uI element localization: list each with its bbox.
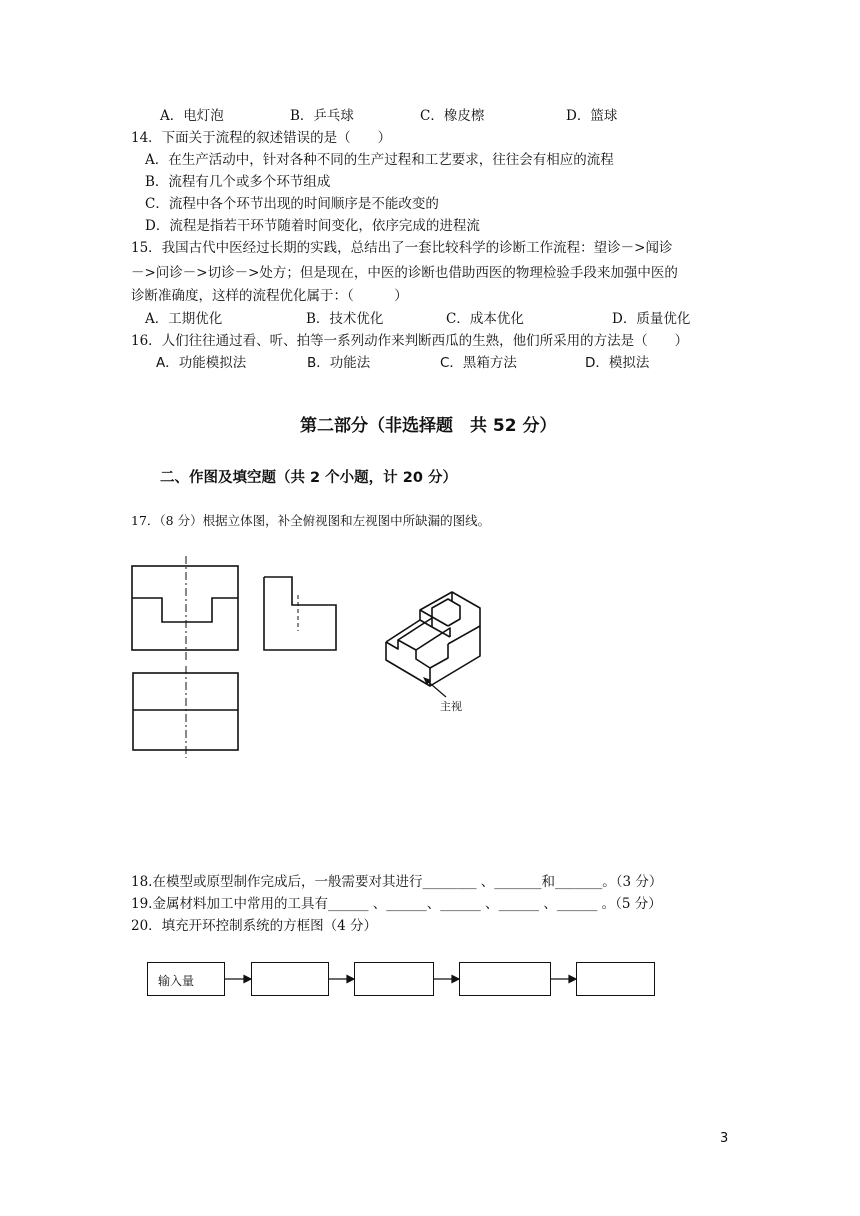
q15-option-a: A．工期优化 <box>145 311 223 327</box>
q15-option-d: D．质量优化 <box>612 311 691 327</box>
q20-stem: 20．填充开环控制系统的方框图（4 分） <box>131 918 378 934</box>
section2-title: 二、作图及填空题（共 2 个小题，计 20 分） <box>160 470 457 486</box>
q16-option-d: D．模拟法 <box>585 355 650 371</box>
q14-option-a: A．在生产活动中，针对各种不同的生产过程和工艺要求，往往会有相应的流程 <box>145 152 614 168</box>
q15-line-1: 15．我国古代中医经过长期的实践，总结出了一套比较科学的诊断工作流程：望诊－>闻诊 <box>131 240 673 256</box>
q14-stem: 14．下面关于流程的叙述错误的是（ ） <box>131 130 392 146</box>
q13-option-c: C．橡皮檫 <box>420 108 485 124</box>
q14-option-c: C．流程中各个环节出现的时间顺序是不能改变的 <box>145 196 439 212</box>
q17-stem: 17．（8 分）根据立体图，补全俯视图和左视图中所缺漏的图线。 <box>131 513 491 528</box>
q13-option-b: B．乒乓球 <box>290 108 354 124</box>
q19-text: 19.金属材料加工中常用的工具有______ 、______、______ 、______ 、______ 。（5 分） <box>131 896 662 912</box>
q14-option-d: D．流程是指若干环节随着时间变化，依序完成的进程流 <box>145 218 480 234</box>
q15-line-2: －>问诊－>切诊－>处方；但是现在，中医的诊断也借助西医的物理检验手段来加强中医的 <box>131 265 678 281</box>
part2-title: 第二部分（非选择题 共 52 分） <box>300 416 557 436</box>
q16-option-b: B．功能法 <box>307 355 371 371</box>
q13-option-d: D．篮球 <box>566 108 618 124</box>
q16-stem: 16．人们往往通过看、听、拍等一系列动作来判断西瓜的生熟，他们所采用的方法是（ ） <box>131 333 689 349</box>
q16-option-a: A．功能模拟法 <box>156 355 247 371</box>
q15-option-c: C．成本优化 <box>446 311 524 327</box>
q15-option-b: B．技术优化 <box>306 311 384 327</box>
main-view-label: 主视 <box>440 700 462 713</box>
input-block-label: 输入量 <box>158 974 195 988</box>
q16-option-c: C．黑箱方法 <box>440 355 517 371</box>
q14-option-b: B．流程有几个或多个环节组成 <box>145 174 331 190</box>
q13-option-a: A．电灯泡 <box>160 108 224 124</box>
page-number: 3 <box>720 1131 729 1146</box>
q15-line-3: 诊断准确度，这样的流程优化属于：（ ） <box>131 288 408 304</box>
q18-text: 18.在模型或原型制作完成后，一般需要对其进行________ 、_______和_______。（3 分） <box>131 874 663 890</box>
